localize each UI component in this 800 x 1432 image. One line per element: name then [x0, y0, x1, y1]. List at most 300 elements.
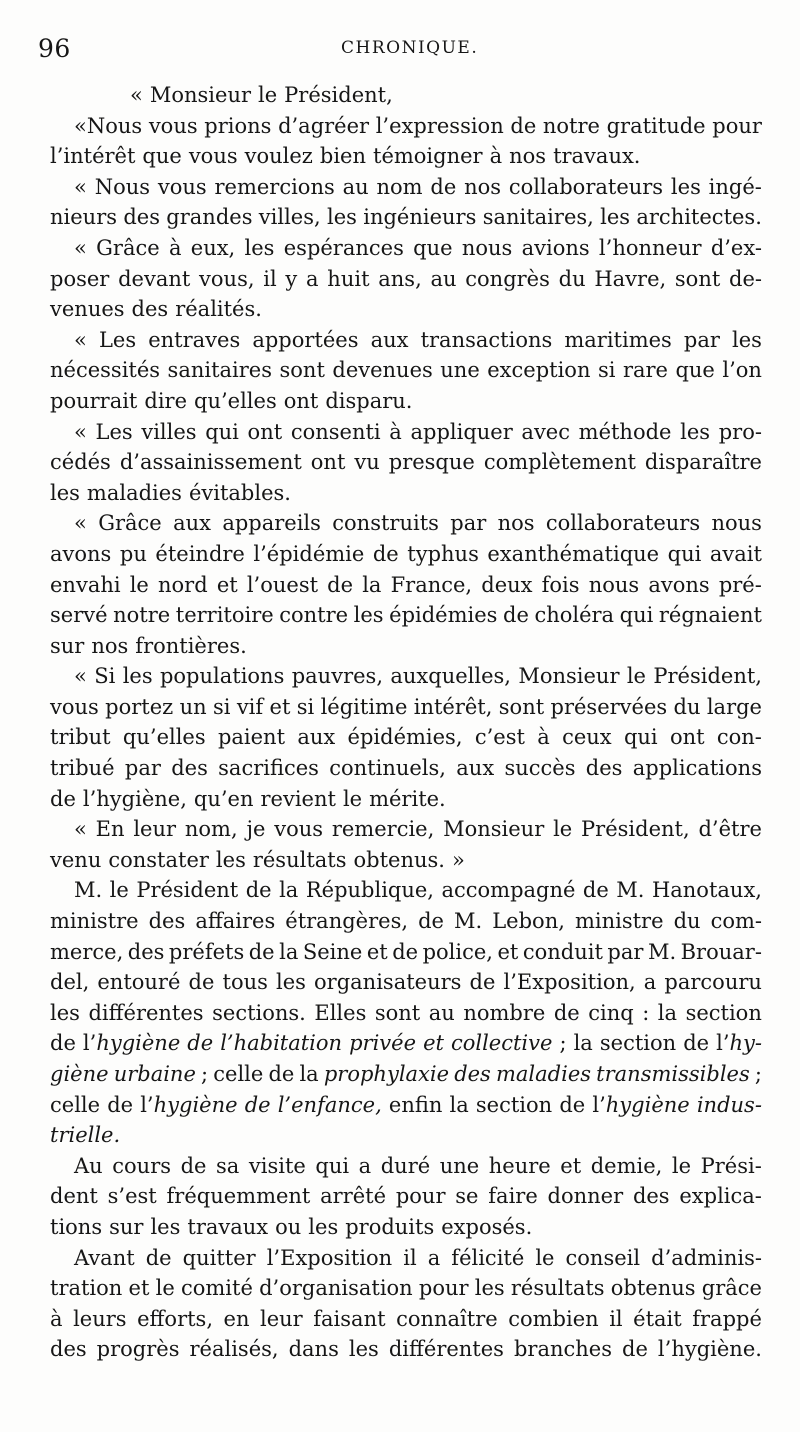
text-line: [50, 447, 762, 478]
word: de: [683, 1031, 710, 1056]
word: continuels,: [329, 756, 446, 781]
word: a: [306, 266, 319, 291]
text-line: [50, 1243, 762, 1274]
word: réalisés,: [189, 1337, 279, 1362]
word: d’ex-: [710, 235, 762, 260]
word: ministre: [574, 909, 664, 934]
word: rare: [622, 358, 668, 383]
word: si: [296, 694, 315, 719]
word: exanthématique: [487, 541, 660, 566]
text-line: [50, 1151, 762, 1182]
word: cinq: [588, 1000, 634, 1025]
word: les: [353, 603, 384, 628]
word: notre: [113, 603, 171, 628]
word: entraves: [148, 327, 241, 352]
word: succès: [504, 756, 576, 781]
word: ministre: [50, 909, 139, 934]
word: s’est: [107, 1184, 157, 1209]
word: ont: [310, 450, 346, 475]
text-line: [50, 1059, 762, 1090]
word: [716, 1028, 762, 1059]
word: d’assainissement: [119, 450, 302, 475]
word: les: [215, 847, 246, 872]
word: à: [168, 235, 182, 260]
text-line: [50, 600, 762, 631]
word-part: l’: [592, 1092, 606, 1117]
word: vu: [354, 450, 380, 475]
word: fréquemment: [166, 1184, 311, 1209]
word: a: [358, 1153, 372, 1178]
word: de: [553, 1000, 580, 1025]
word: Monsieur: [518, 664, 620, 689]
word: Les: [95, 419, 133, 444]
word: avions: [521, 235, 590, 260]
word: visite: [248, 1153, 306, 1178]
word: des: [131, 297, 169, 322]
word: collaborateurs: [508, 174, 664, 199]
word: tous: [222, 970, 268, 995]
word: de: [244, 1092, 271, 1117]
word: prions: [204, 113, 272, 138]
word: Si: [94, 664, 116, 689]
word: mérite.: [369, 786, 446, 811]
word: vous,: [199, 266, 255, 291]
text-line: [50, 875, 762, 906]
word: «: [74, 419, 87, 444]
text-line: [50, 172, 762, 203]
word: ;: [201, 1062, 209, 1086]
word: de: [372, 541, 399, 566]
word: l’enfance,: [277, 1092, 382, 1117]
word: préservées: [550, 694, 668, 719]
word: «: [130, 83, 143, 107]
word: qu’elles: [122, 725, 206, 750]
word: l’on: [722, 358, 762, 383]
word: Président,: [284, 83, 393, 107]
text-line: [50, 722, 762, 753]
word: de: [245, 878, 272, 903]
word: c’est: [474, 725, 525, 750]
word: typhus: [407, 541, 479, 566]
word: je: [246, 817, 266, 842]
word: servé: [50, 603, 108, 628]
word: transactions: [420, 327, 553, 352]
word: par: [683, 327, 720, 352]
word: M.: [616, 878, 645, 903]
word: légitime: [320, 694, 408, 719]
word: du: [673, 694, 701, 719]
word: heure: [488, 1153, 551, 1178]
word: portez: [105, 694, 174, 719]
word: nous: [588, 572, 640, 597]
word: conseil: [565, 1245, 641, 1270]
word: giène: [50, 1062, 109, 1086]
word: le: [129, 572, 149, 597]
word: Lebon,: [492, 909, 565, 934]
word: nieurs: [50, 205, 118, 230]
word: venu: [50, 847, 102, 872]
text-line: [50, 937, 762, 968]
text-line: [50, 906, 762, 937]
word: différentes: [88, 1000, 204, 1025]
word: produits: [345, 1214, 435, 1239]
word: Havre,: [594, 266, 667, 291]
text-line: [50, 417, 762, 448]
word: voulez: [244, 144, 313, 169]
word: qui: [205, 419, 239, 444]
word: les: [732, 327, 762, 352]
word: étrangères,: [285, 909, 409, 934]
word: en: [223, 1306, 250, 1331]
word: par: [607, 939, 644, 964]
word: si: [212, 694, 231, 719]
word: la: [299, 1062, 319, 1086]
word: de: [268, 1062, 295, 1086]
word: ;: [754, 1062, 762, 1086]
word: de: [392, 939, 419, 964]
word: parcouru: [664, 970, 762, 995]
word: urbaine: [113, 1062, 196, 1086]
word: que: [675, 358, 715, 383]
word: l’Exposition: [266, 1245, 393, 1270]
word: leurs: [73, 1306, 127, 1331]
text-line: [50, 1090, 762, 1121]
word: con-: [716, 725, 762, 750]
word: et: [128, 1276, 150, 1301]
word: d’organisation: [259, 1276, 413, 1301]
word: ont: [669, 725, 705, 750]
word: «: [74, 235, 87, 260]
word: qui: [315, 1153, 350, 1178]
word: d’être: [698, 817, 762, 842]
word: tribut: [50, 725, 111, 750]
word: Nous: [94, 174, 151, 199]
word: accompagné: [441, 878, 576, 903]
word: des: [171, 756, 208, 781]
word: de: [418, 909, 444, 934]
word: branches: [513, 1337, 613, 1362]
word: pro-: [718, 419, 762, 444]
word: qu’elles: [194, 388, 277, 413]
text-line: [50, 1120, 762, 1151]
word: de-: [729, 266, 762, 291]
word: la: [657, 1000, 678, 1025]
word: qui: [623, 725, 658, 750]
word: les: [50, 1000, 80, 1025]
word-part: hygiène: [605, 1092, 690, 1117]
word-part: hy-: [729, 1031, 762, 1056]
word: fois: [541, 572, 580, 597]
word: remercie,: [331, 817, 435, 842]
text-line: [50, 233, 762, 264]
word: vous: [148, 113, 198, 138]
word: arrêté: [320, 1184, 387, 1209]
text-line: [50, 111, 762, 142]
word: collaborateurs: [545, 511, 701, 536]
text-line: [50, 814, 762, 845]
word: nos: [497, 511, 535, 536]
word: de: [50, 786, 76, 811]
text-line: [50, 1212, 762, 1243]
word: gratitude: [606, 113, 706, 138]
running-title: CHRONIQUE.: [341, 38, 479, 58]
word: Hanotaux,: [651, 878, 762, 903]
word: les: [327, 205, 357, 230]
word: Président: [136, 878, 239, 903]
word: différentes: [388, 1337, 504, 1362]
word: intérêt,: [413, 694, 493, 719]
word: résultats: [510, 1276, 605, 1301]
word: frappé: [692, 1306, 762, 1331]
word: de: [248, 939, 275, 964]
word: les: [276, 970, 306, 995]
word: avait: [709, 541, 762, 566]
word: progrès: [96, 1337, 180, 1362]
word: Au: [74, 1153, 103, 1178]
word: les: [122, 664, 153, 689]
word: tions: [50, 1214, 103, 1239]
word: éteindre: [155, 541, 245, 566]
word: qu’en: [193, 786, 254, 811]
word: félicité: [451, 1245, 525, 1270]
word: les: [244, 235, 275, 260]
word: complètement: [483, 450, 636, 475]
word: d’adminis-: [651, 1245, 762, 1270]
text-line: [50, 967, 762, 998]
word: presque: [388, 450, 475, 475]
word: pourrait: [50, 388, 138, 413]
word: de: [180, 1153, 207, 1178]
text-line: [50, 264, 762, 295]
word: «: [74, 511, 87, 536]
word: explica-: [679, 1184, 762, 1209]
word: devant: [118, 266, 191, 291]
word: France,: [390, 572, 473, 597]
word: de: [187, 1031, 214, 1056]
word: aux: [173, 511, 211, 536]
word: pour: [712, 113, 762, 138]
word-part: hygiène: [153, 1092, 238, 1117]
word: du: [673, 909, 701, 934]
word: et: [423, 1031, 444, 1056]
word: sur: [50, 633, 85, 658]
word: le: [342, 786, 363, 811]
word: le: [671, 1153, 692, 1178]
word: nécessités: [50, 358, 161, 383]
word: trielle.: [50, 1123, 121, 1148]
word: appareils: [222, 511, 321, 536]
word: com-: [710, 909, 762, 934]
word: tration: [50, 1276, 123, 1301]
word: de: [50, 1031, 76, 1056]
word: l’Exposition,: [503, 970, 636, 995]
word: résultats: [252, 847, 347, 872]
word: «Nous: [74, 113, 143, 138]
word: section: [599, 1031, 677, 1056]
word: aux: [370, 327, 409, 352]
word: qui: [619, 603, 654, 628]
word: et: [560, 1153, 582, 1178]
word: section: [685, 1000, 762, 1025]
word: enfin: [388, 1092, 443, 1117]
word: territoire: [175, 603, 274, 628]
word: d’agréer: [278, 113, 370, 138]
word: aux: [297, 725, 336, 750]
word: grâce: [701, 1276, 762, 1301]
word: si: [597, 358, 616, 383]
word: le: [258, 83, 278, 107]
word: la: [362, 572, 382, 597]
word: police,: [422, 939, 493, 964]
word: épidémies: [389, 603, 498, 628]
word: connaître: [396, 1306, 498, 1331]
word: celle: [50, 1092, 101, 1117]
word: des: [50, 1337, 87, 1362]
word: vous: [157, 174, 207, 199]
word: au: [430, 266, 457, 291]
word: les: [348, 1337, 379, 1362]
word: des: [127, 939, 165, 964]
word: large: [706, 694, 762, 719]
text-line: [50, 753, 762, 784]
word: avec: [521, 419, 570, 444]
word: Elles: [314, 1000, 367, 1025]
word: sont: [279, 358, 325, 383]
word: «: [74, 174, 87, 199]
word: des: [454, 1062, 491, 1086]
word: efforts,: [137, 1306, 213, 1331]
word: sont: [374, 1000, 421, 1025]
word: des: [585, 756, 623, 781]
word: nous: [461, 235, 513, 260]
word: affaires: [195, 909, 276, 934]
text-line: [50, 80, 762, 111]
word: de: [188, 970, 215, 995]
word: travaux.: [553, 144, 641, 169]
word: construits: [332, 511, 439, 536]
word: régnaient: [658, 603, 762, 628]
word: quitter: [182, 1245, 256, 1270]
word: prophylaxie: [323, 1062, 450, 1086]
text-line: [50, 539, 762, 570]
word: villes,: [258, 205, 321, 230]
word: pauvres,: [291, 664, 383, 689]
text-line: [50, 1273, 762, 1304]
word: conduit: [522, 939, 603, 964]
word-part: hygiène: [96, 1031, 181, 1056]
word: de: [503, 603, 529, 628]
word: disparaître: [644, 450, 762, 475]
word: bien: [319, 144, 366, 169]
text-line: [50, 141, 762, 172]
word: épidémies,: [347, 725, 463, 750]
word: ans,: [378, 266, 422, 291]
word: sur: [109, 1214, 144, 1239]
word: à: [389, 419, 402, 444]
word: la: [279, 878, 299, 903]
word: exception: [487, 358, 591, 383]
word: En: [95, 817, 125, 842]
word: contre: [279, 603, 349, 628]
word: des: [123, 205, 160, 230]
word: remercions: [214, 174, 335, 199]
word: il: [263, 266, 277, 291]
word: ont: [247, 419, 283, 444]
word: les: [308, 1214, 339, 1239]
text-line: [50, 202, 762, 233]
word: le: [553, 817, 573, 842]
word: espérances: [283, 235, 404, 260]
word: [592, 1090, 689, 1121]
word: dire: [144, 388, 188, 413]
word: nos: [464, 174, 502, 199]
word: donner: [547, 1184, 624, 1209]
word: sanitaires: [167, 358, 273, 383]
word: sa: [216, 1153, 240, 1178]
word: ceux: [562, 725, 612, 750]
word: sanitaires,: [482, 205, 594, 230]
word-part: l’: [82, 1031, 97, 1056]
word: «: [74, 817, 87, 842]
word: que: [413, 235, 453, 260]
word: était: [633, 1306, 682, 1331]
word: venues: [50, 297, 125, 322]
word: les: [50, 480, 80, 505]
word: deux: [481, 572, 533, 597]
word: Prési-: [700, 1153, 762, 1178]
word: cédés: [50, 450, 111, 475]
word: sont: [498, 694, 545, 719]
page-number: 96: [38, 34, 71, 63]
word: demie,: [590, 1153, 663, 1178]
text-line: [50, 294, 762, 325]
text-line: [50, 998, 762, 1029]
word: au: [428, 1000, 455, 1025]
word: architectes.: [636, 205, 762, 230]
body-text: [50, 80, 762, 1365]
word: «: [74, 664, 87, 689]
word: de: [559, 1092, 586, 1117]
word: transmissibles: [596, 1062, 750, 1086]
word: devenues: [332, 358, 433, 383]
word: se: [455, 1184, 479, 1209]
text-line: [50, 1334, 762, 1365]
word: à: [537, 725, 550, 750]
word: de: [327, 572, 354, 597]
word: le: [109, 878, 129, 903]
word: au: [342, 174, 369, 199]
word: grandes: [166, 205, 253, 230]
word: faire: [488, 1184, 538, 1209]
word: notre: [542, 113, 600, 138]
word: et: [269, 694, 291, 719]
text-line: [50, 570, 762, 601]
word: del,: [50, 970, 90, 995]
word: des: [148, 909, 186, 934]
word: huit: [327, 266, 370, 291]
word-part: l’: [716, 1031, 730, 1056]
text-line: [50, 661, 762, 692]
word: pour: [418, 1276, 469, 1301]
text-line: [50, 478, 762, 509]
word: tribué: [50, 756, 115, 781]
word: le: [535, 1245, 555, 1270]
word: les: [474, 1276, 505, 1301]
text-line: [50, 508, 762, 539]
word: travaux: [187, 1214, 269, 1239]
word: aux: [456, 756, 495, 781]
word: l’ouest: [246, 572, 319, 597]
